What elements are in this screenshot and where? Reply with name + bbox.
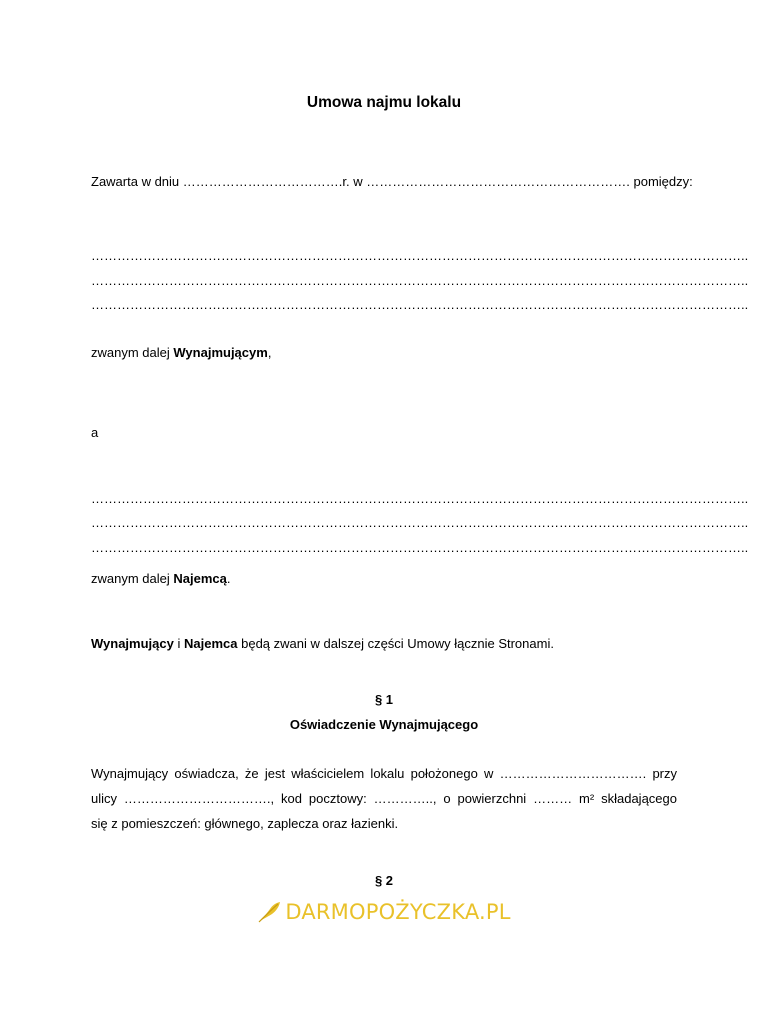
section1-line: ulicy ……………………………., kod pocztowy: ………….., o powierzchni ……… m² składającego bbox=[91, 791, 677, 806]
party1-label-prefix: zwanym dalej bbox=[91, 345, 170, 360]
section1-heading: Oświadczenie Wynajmującego bbox=[289, 717, 479, 732]
section1-number: § 1 bbox=[374, 692, 394, 707]
party1-dot-line: …………………………………………………………………………………………………………………………………….. bbox=[91, 297, 749, 312]
section1-line: się z pomieszczeń: głównego, zaplecza oraz łazienki. bbox=[91, 816, 399, 831]
intro-date-dots: ……………………………….r. w bbox=[182, 174, 363, 189]
intro-prefix: Zawarta w dniu bbox=[91, 174, 180, 189]
party2-label-prefix: zwanym dalej bbox=[91, 571, 170, 586]
party2-label bbox=[91, 571, 677, 587]
section2-number: § 2 bbox=[374, 873, 394, 888]
party2-label-bold: Najemcą bbox=[173, 571, 227, 586]
party1-label bbox=[91, 345, 677, 361]
parties-sentence bbox=[91, 636, 677, 652]
parties-bold-1: Wynajmujący bbox=[91, 636, 174, 651]
document-title: Umowa najmu lokalu bbox=[306, 94, 462, 111]
section1-line: Wynajmujący oświadcza, że jest właścicielem lokalu położonego w ……………………………. przy bbox=[91, 766, 677, 781]
intro-suffix: pomiędzy: bbox=[633, 174, 693, 189]
brand-logo bbox=[0, 900, 768, 929]
party2-dot-line: …………………………………………………………………………………………………………………………………….. bbox=[91, 515, 749, 530]
brand-logo-text: DARMOPOŻYCZKA.PL bbox=[285, 900, 511, 924]
party1-label-bold: Wynajmującym bbox=[173, 345, 268, 360]
parties-bold-2: Najemca bbox=[184, 636, 238, 651]
party1-dot-line: …………………………………………………………………………………………………………………………………….. bbox=[91, 273, 749, 288]
parties-rest: będą zwani w dalszej części Umowy łącznie Stronami. bbox=[241, 636, 554, 651]
intro-line bbox=[91, 174, 693, 190]
parties-mid: i bbox=[177, 636, 181, 651]
conjunction: a bbox=[91, 425, 99, 440]
intro-place-dots: ……………………………………………………. bbox=[366, 174, 630, 189]
feather-icon bbox=[257, 900, 283, 924]
party2-label-suffix: . bbox=[226, 571, 231, 586]
party2-dot-line: …………………………………………………………………………………………………………………………………….. bbox=[91, 540, 749, 555]
party1-label-suffix: , bbox=[267, 345, 272, 360]
party2-dot-line: …………………………………………………………………………………………………………………………………….. bbox=[91, 491, 749, 506]
section1-paragraph bbox=[91, 761, 677, 836]
party1-dot-line: …………………………………………………………………………………………………………………………………….. bbox=[91, 248, 749, 263]
